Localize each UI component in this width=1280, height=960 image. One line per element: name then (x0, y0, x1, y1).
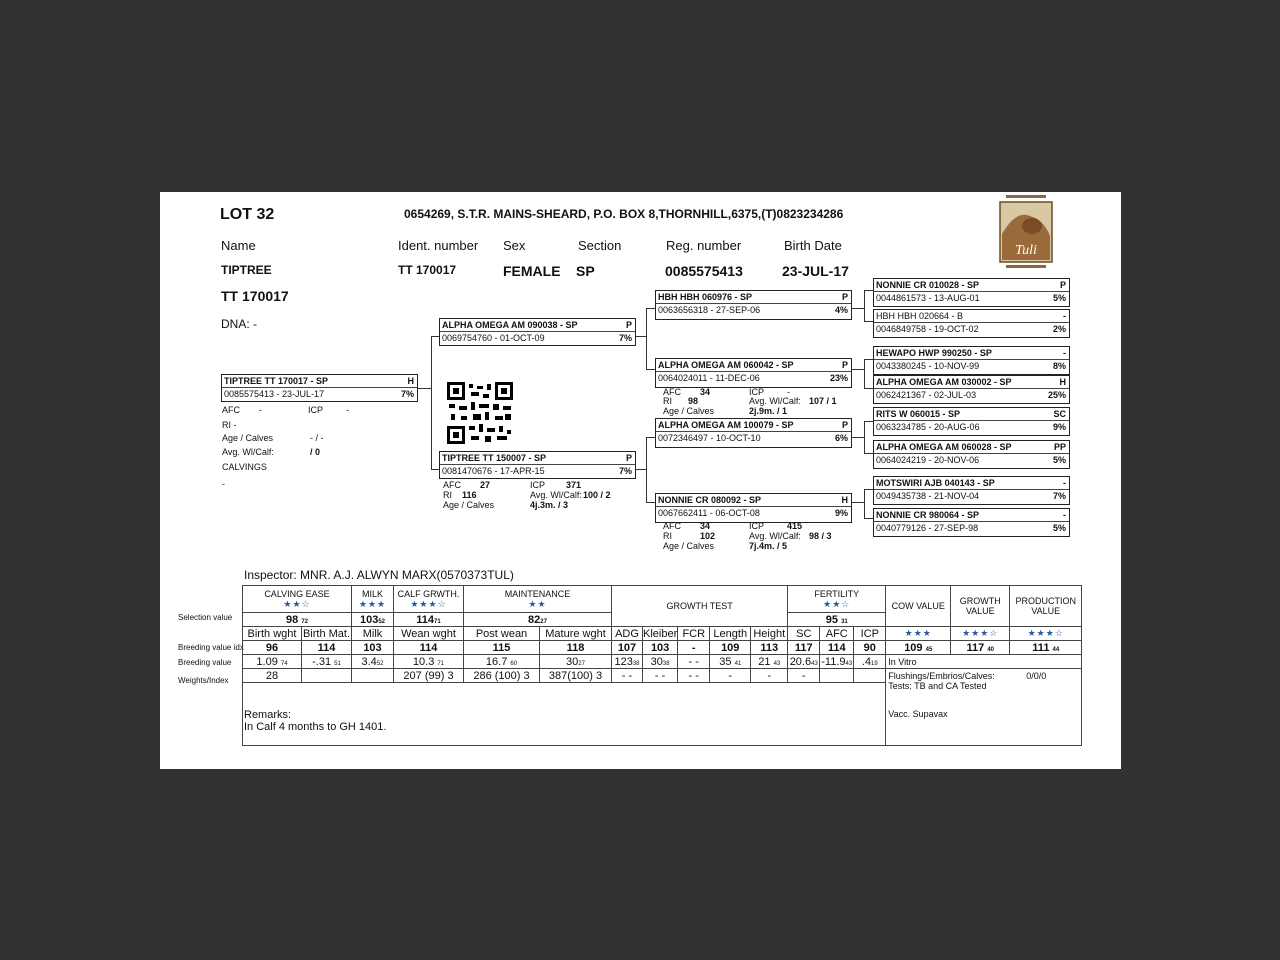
sel-milk: 103 (359, 613, 379, 626)
animal-sex: FEMALE (503, 263, 561, 279)
label-name: Name (221, 238, 256, 253)
group-milk: MILK (361, 588, 383, 599)
pedigree-granddam-paternal: ALPHA OMEGA AM 060042 - SP P 0064024011 - 11-DEC-06 23% (655, 358, 852, 388)
in-vitro: In Vitro (886, 655, 1082, 669)
col-wean-wght: Wean wght (394, 627, 464, 641)
col-mature-wght: Mature wght (540, 627, 612, 641)
animal-reg: 0085575413 (665, 263, 743, 279)
group-calving-ease: CALVING EASE (264, 588, 330, 599)
stars-maint: ★★ (528, 598, 547, 609)
sel-calving: 98 (286, 613, 299, 626)
label-ident: Ident. number (398, 238, 479, 253)
animal-name: TIPTREE (221, 263, 272, 277)
lot-sheet: LOT 32 0654269, S.T.R. MAINS-SHEARD, P.O. BOX 8,THORNHILL,6375,(T)0823234286 Tuli Name Ident. number Sex Section Reg. number Birth Date TIPTREE TT 170017 FEMALE SP 0085575413 23-JUL-17 TT 170017 DNA: - TIPTREE TT 170017 - SP H 0085575413 - 23-JUL-17 7% AFC - ICP - RI - Age / Calves - / - Avg. Wl/Calf: / 0 CALVINGS - ALPHA OMEGA AM 090038 - SP P 0069754760 - 01-OCT-09 7% TIPTREE TT 150007 - SP P 0081470676 - 17-APR-15 7% AFC 27 ICP 371 RI 116 Avg. Wl/Calf: 100 / 2 Age / Calves 4j.3m. / 3 HBH HBH 060976 - SP P 0063656318 - 27-SEP-06 4% ALPHA OMEGA AM 060042 - SP P 0064024011 - 11-DEC-06 23% AFC 34 ICP - RI 98 Avg. Wl/Calf: 107 / 1 Age / Calves 2j.9m. / 1 ALPHA OMEGA AM 100079 - SP P 0072346497 - 10-OCT-10 6% NONNIE CR 080092 - SP H 0067662411 - 06-OCT-08 9% AFC 34 ICP 415 RI 102 Avg. Wl/Calf: 98 / 3 Age / Calves 7j.4m. / 5 NONNIE CR 010028 - SP P 0044861573 - 13-AUG-01 5% HBH HBH 020664 - B - 0046849758 - 19-OCT-02 2% HEWAPO HWP 990250 - SP - 0043380245 - 10-NOV-99 8% ALPHA OMEGA AM 030002 - SP H 0062421367 - 02-JUL-03 25% RITS W 060015 - SP SC 0063234785 - 20-AUG-06 9% ALPHA OMEGA AM 060028 - SP PP 0064024219 - 20-NOV-06 5% MOTSWIRI AJB 040143 - SP - 0049435738 - 21-NOV-04 7% NONNIE CR 980064 - SP - 0040779126 - 27-SEP-98 5% Inspector: MNR. A.J. ALWYN MARX(0570373TUL) Selection value Breeding value idx Breeding value Weights/Index CALVING EASE ★★☆ MILK ★★★ CALF GRWTH. ★★★☆ MAINTENANCE ★★ GROWTH TEST FERTILITY ★★☆ COW VALUE GROWTH VALUE PRODUCTION VALUE 98 72 10352 11471 8227 95 31 Birth wght Birth Mat. Milk Wean wght Post wean Mature wght ADG Kleiber FCR Length Height SC AFC ICP ★★★ ★★★☆ ★★★☆ 96 114 103 114 115 118 107 103 - 109 113 117 114 90 109 45 117 40 111 44 1.09 74 -.31 51 3.452 10.3 71 16.7 60 3027 12338 3038 - - 35 41 21 43 20.643 -11.943 .419 In Vitro 28 207 (99) 3 286 (100) 3 387(100) 3 - - - - - - - - - Flushings/Embrios/Calves: 0/0/0 Tests: TB and CA Tested Vacc. Supavax Remarks: In Calf 4 months to GH 1401. (160, 192, 1121, 769)
row-breeding-value-idx: 96 114 103 114 115 118 107 103 - 109 113 117 114 90 109 45 117 40 111 44 (243, 641, 1082, 655)
lot-number: LOT 32 (220, 206, 275, 223)
pedigree-subject: TIPTREE TT 170017 - SP H 0085575413 - 23-JUL-17 7% (221, 374, 418, 402)
col-adg: ADG (612, 627, 643, 641)
sel-fertility: 95 (825, 613, 838, 626)
label-reg: Reg. number (666, 238, 742, 253)
dna-status: DNA: - (221, 317, 257, 331)
animal-birth: 23-JUL-17 (782, 263, 849, 279)
col-birth-mat: Birth Mat. (302, 627, 351, 640)
owner-details: 0654269, S.T.R. MAINS-SHEARD, P.O. BOX 8,THORNHILL,6375,(T)0823234286 (404, 207, 844, 221)
tuli-logo (998, 194, 1054, 270)
pedigree-grandsire-paternal: HBH HBH 060976 - SP P 0063656318 - 27-SEP-06 4% (655, 290, 852, 320)
pedigree-dam: TIPTREE TT 150007 - SP P 0081470676 - 17-APR-15 7% (439, 451, 636, 479)
pedigree-ggp-5: RITS W 060015 - SP SC 0063234785 - 20-AUG-06 9% (873, 407, 1070, 436)
inspector: Inspector: MNR. A.J. ALWYN MARX(0570373TUL) (244, 568, 514, 582)
stars-fertility: ★★☆ (823, 598, 851, 609)
col-kleiber: Kleiber (643, 627, 678, 640)
label-sex: Sex (503, 238, 526, 253)
stars-calving: ★★☆ (283, 598, 311, 609)
col-length: Length (710, 627, 751, 641)
col-fcr: FCR (678, 627, 710, 641)
pedigree-ggp-1: NONNIE CR 010028 - SP P 0044861573 - 13-AUG-01 5% (873, 278, 1070, 307)
pedigree-ggp-8: NONNIE CR 980064 - SP - 0040779126 - 27-SEP-98 5% (873, 508, 1070, 537)
group-growth-test: GROWTH TEST (612, 586, 788, 627)
col-sc: SC (788, 627, 820, 641)
animal-ident: TT 170017 (398, 263, 457, 277)
col-post-wean: Post wean (464, 627, 540, 641)
stars-prod: ★★★☆ (1010, 627, 1082, 641)
stars-growthv: ★★★☆ (951, 627, 1010, 641)
row-label-weights: Weights/Index (178, 676, 229, 685)
group-maintenance: MAINTENANCE (504, 588, 571, 599)
group-production-value: PRODUCTION VALUE (1010, 586, 1082, 627)
pedigree-sire: ALPHA OMEGA AM 090038 - SP P 0069754760 - 01-OCT-09 7% (439, 318, 636, 346)
row-weights: 28 207 (99) 3 286 (100) 3 387(100) 3 - - - - - - - - - Flushings/Embrios/Calves: 0/0/0 Tests: TB and CA Tested Vacc. Supavax (243, 669, 1082, 683)
qr-code (447, 382, 513, 444)
col-birth-wght: Birth wght (243, 627, 302, 641)
stars-calf: ★★★☆ (410, 598, 447, 609)
animal-ident-large: TT 170017 (221, 288, 289, 304)
col-icp: ICP (854, 627, 886, 641)
group-fertility: FERTILITY (814, 588, 860, 599)
remarks: Remarks: In Calf 4 months to GH 1401. (243, 683, 886, 746)
pedigree-ggp-6: ALPHA OMEGA AM 060028 - SP PP 0064024219 - 20-NOV-06 5% (873, 440, 1070, 469)
label-birth: Birth Date (784, 238, 842, 253)
svg-text:Tuli: Tuli (1015, 243, 1037, 258)
animal-section: SP (576, 263, 595, 279)
flushings-panel: Flushings/Embrios/Calves: 0/0/0 Tests: TB and CA Tested Vacc. Supavax (886, 669, 1082, 746)
pedigree-grandsire-maternal: ALPHA OMEGA AM 100079 - SP P 0072346497 - 10-OCT-10 6% (655, 418, 852, 448)
pedigree-ggp-4: ALPHA OMEGA AM 030002 - SP H 0062421367 - 02-JUL-03 25% (873, 375, 1070, 404)
sel-calf: 114 (416, 613, 435, 626)
row-label-bv: Breeding value (178, 658, 232, 667)
pedigree-ggp-3: HEWAPO HWP 990250 - SP - 0043380245 - 10-NOV-99 8% (873, 346, 1070, 375)
row-label-selection: Selection value (178, 613, 233, 622)
col-milk: Milk (352, 627, 394, 641)
col-afc: AFC (820, 627, 854, 641)
col-height: Height (751, 627, 788, 641)
group-calf-growth: CALF GRWTH. (397, 588, 460, 599)
stars-cow: ★★★ (886, 627, 951, 641)
row-label-bvidx: Breeding value idx (178, 643, 244, 652)
label-section: Section (578, 238, 622, 253)
column-headers (243, 627, 1082, 641)
performance-table: CALVING EASE ★★☆ MILK ★★★ CALF GRWTH. ★★★☆ MAINTENANCE ★★ GROWTH TEST FERTILITY ★★☆ COW VALUE GROWTH VALUE PRODUCTION VALUE 98 72 10352 11471 8227 95 31 Birth wght Birth Mat. Milk Wean wght Post wean Mature wght ADG Kleiber FCR Length Height SC AFC ICP ★★★ ★★★☆ ★★★☆ 96 114 103 114 115 118 107 103 - 109 113 117 114 90 109 45 117 40 111 44 1.09 74 -.31 51 3.452 10.3 71 16.7 60 3027 12338 3038 - - 35 41 21 43 20.643 -11.943 .419 In Vitro 28 207 (99) 3 286 (100) 3 387(100) 3 - - - - - - - - - Flushings/Embrios/Calves: 0/0/0 Tests: TB and CA Tested Vacc. Supavax Remarks: In Calf 4 months to GH 1401. (242, 585, 1082, 746)
pedigree-granddam-maternal: NONNIE CR 080092 - SP H 0067662411 - 06-OCT-08 9% (655, 493, 852, 523)
stars-milk: ★★★ (358, 598, 387, 609)
sel-maint: 82 (528, 613, 541, 626)
group-growth-value: GROWTH VALUE (951, 586, 1010, 627)
group-cow-value: COW VALUE (886, 586, 951, 627)
pedigree-ggp-7: MOTSWIRI AJB 040143 - SP - 0049435738 - 21-NOV-04 7% (873, 476, 1070, 505)
row-breeding-value: 1.09 74 -.31 51 3.452 10.3 71 16.7 60 3027 12338 3038 - - 35 41 21 43 20.643 -11.943 .419 In Vitro (243, 655, 1082, 669)
pedigree-ggp-2: HBH HBH 020664 - B - 0046849758 - 19-OCT-02 2% (873, 309, 1070, 338)
